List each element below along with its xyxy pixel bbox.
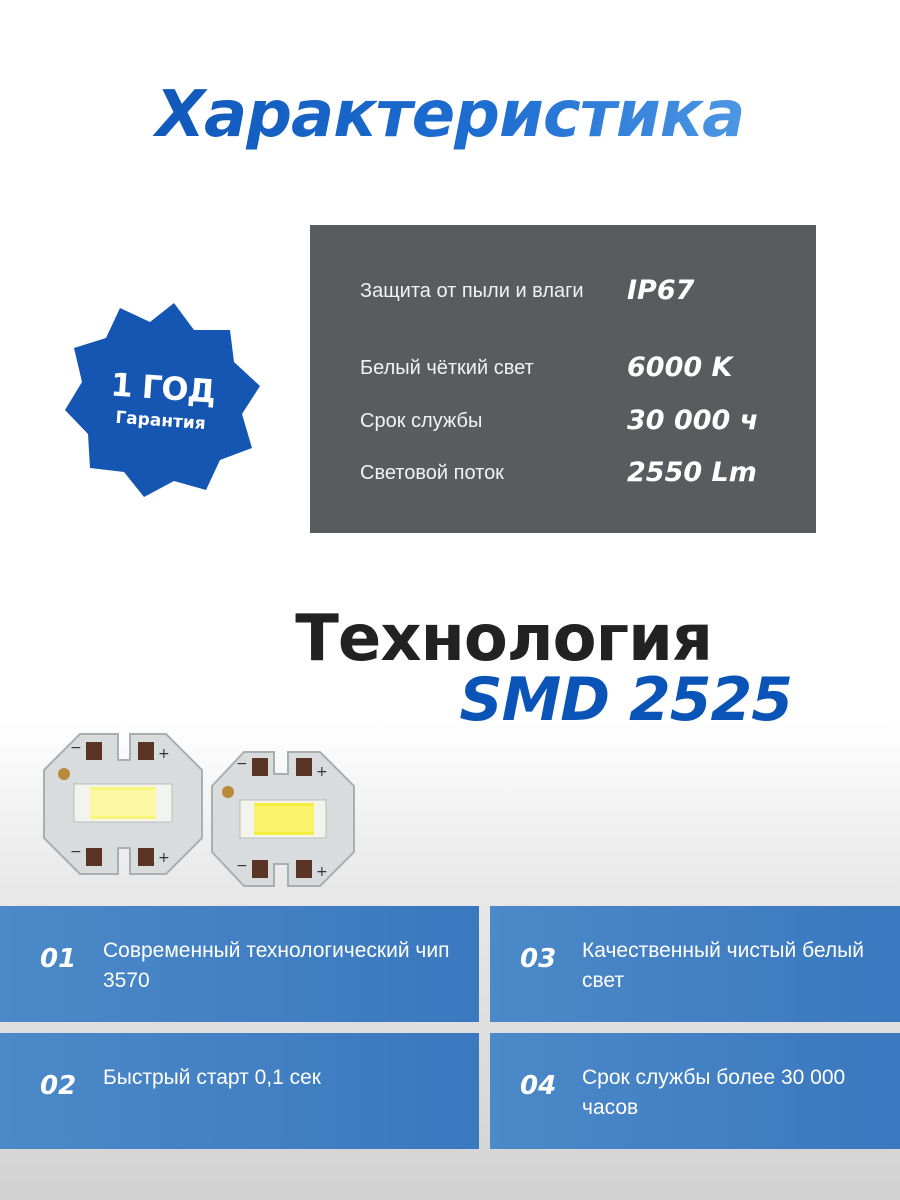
svg-text:+: + bbox=[316, 764, 328, 780]
badge-label: Гарантия bbox=[114, 407, 207, 435]
svg-text:−: − bbox=[236, 756, 248, 772]
warranty-badge bbox=[62, 300, 262, 500]
spec-value: 6000 K bbox=[627, 352, 733, 383]
feature-number: 03 bbox=[520, 944, 557, 974]
feature-text: Срок службы более 30 000 часов bbox=[582, 1066, 846, 1119]
feature-card bbox=[0, 1033, 479, 1149]
technology-subtitle: SMD 2525 bbox=[459, 665, 792, 735]
feature-text: Качественный чистый белый свет bbox=[582, 939, 864, 992]
technology-title: Технология bbox=[295, 602, 712, 676]
svg-text:+: + bbox=[158, 746, 170, 762]
page-title: Характеристика bbox=[0, 78, 900, 152]
spec-value: IP67 bbox=[627, 275, 695, 306]
svg-text:−: − bbox=[70, 844, 82, 860]
spec-value: 2550 Lm bbox=[627, 457, 757, 488]
spec-value: 30 000 ч bbox=[627, 405, 759, 436]
svg-text:+: + bbox=[158, 850, 170, 866]
feature-card bbox=[0, 906, 479, 1022]
led-chip-image bbox=[208, 748, 358, 890]
svg-text:−: − bbox=[236, 858, 248, 874]
spec-panel bbox=[310, 225, 816, 533]
feature-text: Быстрый старт 0,1 сек bbox=[103, 1066, 321, 1089]
svg-text:+: + bbox=[316, 864, 328, 880]
feature-text: Современный технологический чип 3570 bbox=[103, 939, 450, 992]
feature-card bbox=[490, 906, 900, 1022]
feature-number: 02 bbox=[40, 1071, 77, 1101]
spec-label: Световой поток bbox=[360, 462, 504, 484]
spec-label: Белый чёткий свет bbox=[360, 357, 534, 379]
led-chip-image bbox=[40, 730, 206, 878]
feature-number: 01 bbox=[40, 944, 77, 974]
badge-year: 1 ГОД bbox=[109, 365, 217, 411]
svg-text:−: − bbox=[70, 740, 82, 756]
spec-label: Защита от пыли и влаги bbox=[360, 280, 584, 302]
feature-number: 04 bbox=[520, 1071, 557, 1101]
spec-label: Срок службы bbox=[360, 410, 483, 432]
feature-card bbox=[490, 1033, 900, 1149]
